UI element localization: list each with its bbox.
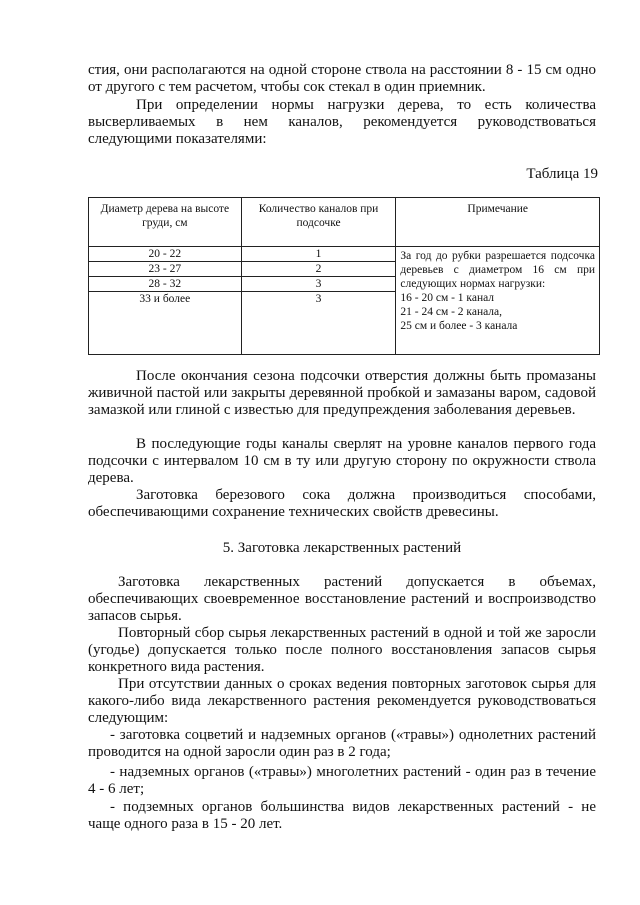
paragraph-continuation: стия, они располагаются на одной стороне ствола на расстоянии 8 - 15 см одно от другого с тем расчетом, чтобы сок стекал в один приемник. <box>88 62 596 95</box>
cell-empty <box>241 306 396 355</box>
paragraph-following-years: В последующие годы каналы сверлят на уровне каналов первого года подсочки с интервалом 10 см в ту или другую сторону по окружности ствола дерева. <box>88 436 596 486</box>
cell-diameter: 23 - 27 <box>89 262 242 277</box>
note-line: 21 - 24 см - 2 канала, <box>400 306 503 318</box>
header-channels: Количество каналов при подсочке <box>241 198 396 247</box>
paragraph-after-season: После окончания сезона подсочки отверстия должны быть промазаны живичной пастой или закрыты деревянной пробкой и замазаны варом, садовой замазкой или глиной с известью для предупреждения заболевания деревьев. <box>88 368 596 418</box>
note-line: 25 см и более - 3 канала <box>400 320 518 332</box>
header-diameter: Диаметр дерева на высоте груди, см <box>89 198 242 247</box>
cell-empty <box>89 306 242 355</box>
header-note: Примечание <box>396 198 600 247</box>
cell-channels: 3 <box>241 277 396 292</box>
cell-note <box>396 247 600 355</box>
cell-channels: 3 <box>241 292 396 307</box>
cell-channels: 2 <box>241 262 396 277</box>
cell-diameter: 28 - 32 <box>89 277 242 292</box>
paragraph-repeated-collection: Повторный сбор сырья лекарственных растений в одной и той же заросли (угодье) допускается только после полного восстановления запасов сырья конкретного вида растения. <box>88 625 596 675</box>
table-caption: Таблица 19 <box>526 166 598 182</box>
paragraph-no-data: При отсутствии данных о сроках ведения повторных заготовок сырья для какого-либо вида лекарственного растения рекомендуется руководствоваться следующим: <box>88 676 596 726</box>
table-row <box>89 247 600 262</box>
section-title: 5. Заготовка лекарственных растений <box>222 540 462 556</box>
cell-diameter: 20 - 22 <box>89 247 242 262</box>
table-header-row <box>89 198 600 247</box>
cell-channels: 1 <box>241 247 396 262</box>
paragraph-medicinal-volume: Заготовка лекарственных растений допускается в объемах, обеспечивающих своевременное восстановление растений и воспроизводство запасов сырья. <box>88 574 596 624</box>
paragraph-load-norm: При определении нормы нагрузки дерева, то есть количества высверливаемых в нем каналов, рекомендуется руководствоваться следующими показателями: <box>88 97 596 147</box>
list-item: - подземных органов большинства видов лекарственных растений - не чаще одного раза в 15 - 20 лет. <box>88 799 596 832</box>
paragraph-birch-sap: Заготовка березового сока должна производиться способами, обеспечивающими сохранение технических свойств древесины. <box>88 487 596 520</box>
list-item: - надземных органов («травы») многолетних растений - один раз в течение 4 - 6 лет; <box>88 764 596 797</box>
note-line: 16 - 20 см - 1 канал <box>400 292 495 304</box>
note-line: За год до рубки разрешается подсочка деревьев с диаметром 16 см при следующих нормах нагрузки: <box>400 250 595 290</box>
table-19 <box>88 197 600 355</box>
cell-diameter: 33 и более <box>89 292 242 307</box>
list-item: - заготовка соцветий и надземных органов («травы») однолетних растений проводится на одной заросли один раз в 2 года; <box>88 727 596 760</box>
